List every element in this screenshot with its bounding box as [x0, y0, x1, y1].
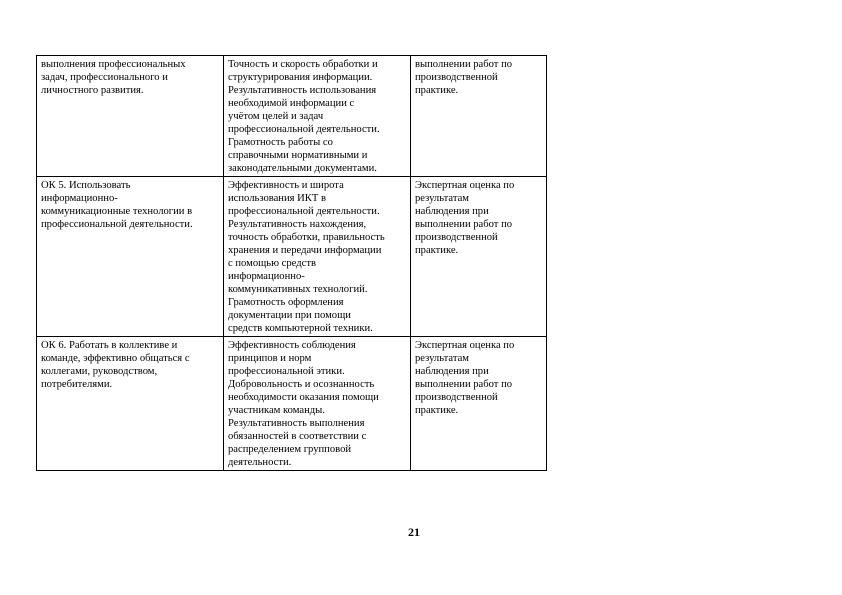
competence-cell [37, 337, 224, 471]
cell-text-line: практике. [415, 85, 459, 96]
cell-text-line: производственной [415, 72, 498, 83]
cell-text-line: коммуникационные технологии в [41, 206, 193, 217]
cell-text-line: практике. [415, 405, 459, 416]
competence-assessment-table [36, 55, 547, 471]
cell-text-line: деятельности. [228, 457, 292, 468]
cell-text-line: выполнении работ по [415, 219, 513, 230]
cell-text-line: Точность и скорость обработки и [228, 59, 378, 70]
cell-text-line: результатам [415, 353, 469, 364]
cell-text-line: учётом целей и задач [228, 111, 324, 122]
cell-text-line: Грамотность оформления [228, 297, 344, 308]
indicators-cell [224, 56, 411, 177]
cell-text-line: коллегами, руководством, [41, 366, 158, 377]
cell-text-line: результатам [415, 193, 469, 204]
indicators-cell [224, 337, 411, 471]
cell-text-line: выполнения профессиональных [41, 59, 186, 70]
cell-text-line: Экспертная оценка по [415, 340, 515, 351]
cell-text-line: наблюдения при [415, 366, 489, 377]
cell-text-line: средств компьютерной техники. [228, 323, 373, 334]
indicators-cell [224, 177, 411, 337]
cell-text-line: использования ИКТ в [228, 193, 326, 204]
cell-text-line: наблюдения при [415, 206, 489, 217]
assessment-cell [411, 56, 547, 177]
assessment-cell [411, 337, 547, 471]
cell-text-line: точность обработки, правильность [228, 232, 385, 243]
table-row [37, 337, 547, 471]
cell-text-line: Добровольность и осознанность [228, 379, 375, 390]
cell-text-line: профессиональной деятельности. [228, 124, 380, 135]
cell-text-line: структурирования информации. [228, 72, 373, 83]
cell-text-line: Экспертная оценка по [415, 180, 515, 191]
cell-text-line: справочными нормативными и [228, 150, 368, 161]
cell-text-line: коммуникативных технологий. [228, 284, 368, 295]
cell-text-line: профессиональной деятельности. [41, 219, 193, 230]
cell-text-line: Результативность нахождения, [228, 219, 367, 230]
competence-cell [37, 177, 224, 337]
table-row [37, 56, 547, 177]
cell-text-line: участникам команды. [228, 405, 325, 416]
cell-text-line: распределением групповой [228, 444, 352, 455]
cell-text-line: выполнении работ по [415, 59, 513, 70]
table-body [37, 56, 547, 471]
competence-cell [37, 56, 224, 177]
cell-text-line: команде, эффективно общаться с [41, 353, 190, 364]
cell-text-line: Эффективность соблюдения [228, 340, 356, 351]
cell-text-line: необходимости оказания помощи [228, 392, 379, 403]
page-number: 21 [408, 525, 420, 539]
table-row [37, 177, 547, 337]
cell-text-line: документации при помощи [228, 310, 351, 321]
cell-text-line: хранения и передачи информации [228, 245, 382, 256]
cell-text-line: Грамотность работы со [228, 137, 333, 148]
cell-text-line: профессиональной этики. [228, 366, 345, 377]
cell-text-line: потребителями. [41, 379, 113, 390]
cell-text-line: личностного развития. [41, 85, 144, 96]
cell-text-line: информационно- [228, 271, 305, 282]
cell-text-line: принципов и норм [228, 353, 312, 364]
cell-text-line: производственной [415, 232, 498, 243]
cell-text-line: Результативность выполнения [228, 418, 365, 429]
cell-text-line: необходимой информации с [228, 98, 355, 109]
cell-text-line: выполнении работ по [415, 379, 513, 390]
cell-text-line: Эффективность и широта [228, 180, 344, 191]
assessment-cell [411, 177, 547, 337]
cell-text-line: Результативность использования [228, 85, 377, 96]
cell-text-line: информационно- [41, 193, 118, 204]
cell-text-line: обязанностей в соответствии с [228, 431, 367, 442]
cell-text-line: производственной [415, 392, 498, 403]
cell-text-line: профессиональной деятельности. [228, 206, 380, 217]
cell-text-line: ОК 5. Использовать [41, 180, 131, 191]
cell-text-line: с помощью средств [228, 258, 316, 269]
cell-text-line: задач, профессионального и [41, 72, 168, 83]
cell-text-line: ОК 6. Работать в коллективе и [41, 340, 178, 351]
cell-text-line: практике. [415, 245, 459, 256]
cell-text-line: законодательными документами. [228, 163, 377, 174]
